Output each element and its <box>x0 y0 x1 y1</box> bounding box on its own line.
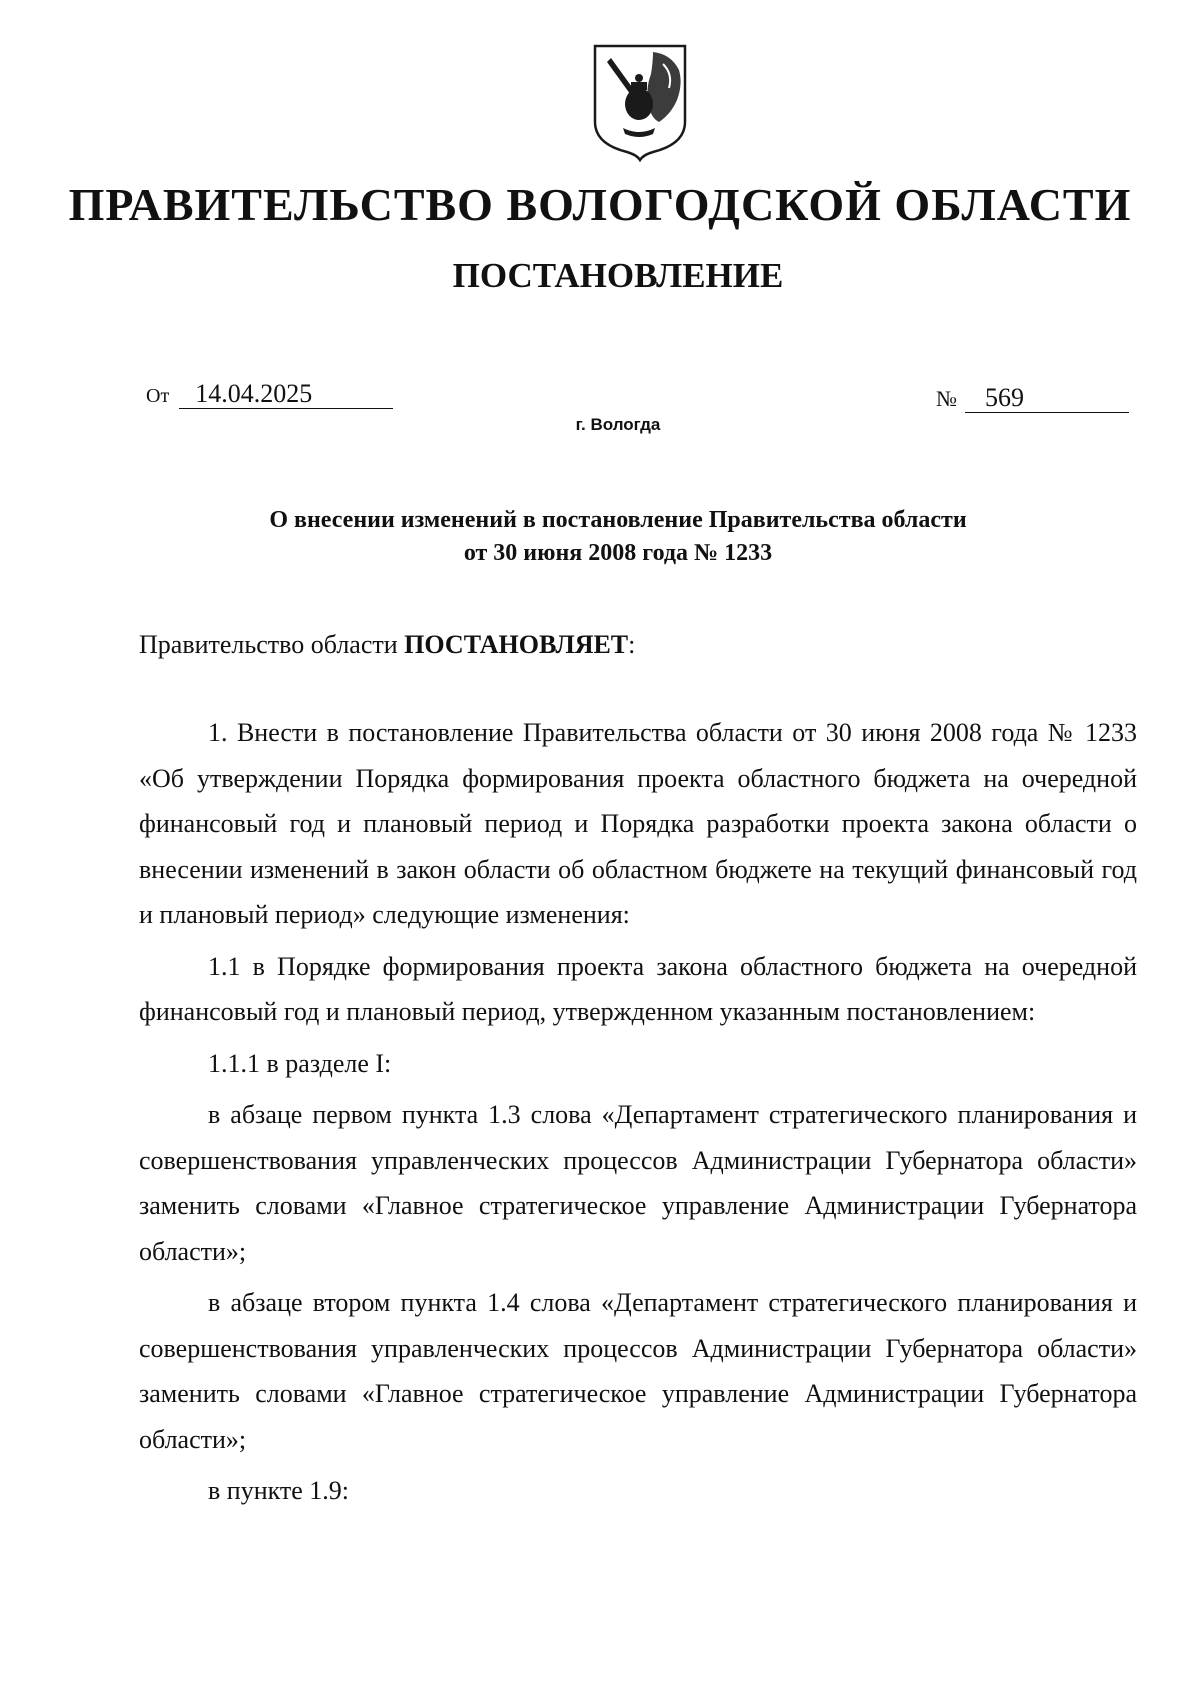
document-date: 14.04.2025 <box>179 380 393 409</box>
enactment-prefix: Правительство области <box>139 630 405 659</box>
document-number: 569 <box>965 384 1129 413</box>
paragraph: 1.1 в Порядке формирования проекта закона областного бюджета на очередной финансовый год и плановый период, утвержденном указанным постановлением: <box>139 951 1137 1026</box>
subject-line-2: от 30 июня 2008 года № 1233 <box>463 540 773 566</box>
enactment-clause <box>139 630 635 660</box>
city-label: г. Вологда <box>575 415 661 434</box>
paragraph: в абзаце втором пункта 1.4 слова «Департамент стратегического планирования и совершенствования управленческих процессов Администрации Губернатора области» заменить словами «Главное стратегическое управление Администрации Губернатора области»; <box>139 1288 1137 1454</box>
paragraph: в абзаце первом пункта 1.3 слова «Департамент стратегического планирования и совершенствования управленческих процессов Администрации Губернатора области» заменить словами «Главное стратегическое управление Администрации Губернатора области»; <box>139 1100 1137 1266</box>
document-subject <box>0 504 1200 570</box>
paragraph: 1.1.1 в разделе I: <box>208 1048 392 1078</box>
subject-line-1: О внесении изменений в постановление Правительства области <box>269 507 967 533</box>
paragraph: 1. Внести в постановление Правительства области от 30 июня 2008 года № 1233 «Об утверждении Порядка формирования проекта областного бюджета на очередной финансовый год и плановый период и Порядка разработки проекта закона области о внесении изменений в закон области об областном бюджете на текущий финансовый год и плановый период» следующие изменения: <box>139 718 1137 929</box>
paragraph: в пункте 1.9: <box>208 1476 350 1505</box>
enactment-suffix: : <box>628 630 636 659</box>
document-type: ПОСТАНОВЛЕНИЕ <box>452 256 784 295</box>
date-row <box>146 380 393 409</box>
organization-title: ПРАВИТЕЛЬСТВО ВОЛОГОДСКОЙ ОБЛАСТИ <box>68 179 1132 230</box>
document-body <box>139 710 1137 1520</box>
date-prefix: От <box>146 385 170 407</box>
enactment-keyword: ПОСТАНОВЛЯЕТ <box>404 630 629 659</box>
coat-of-arms-icon <box>593 44 687 162</box>
number-row <box>936 384 1129 413</box>
number-prefix: № <box>936 386 957 411</box>
